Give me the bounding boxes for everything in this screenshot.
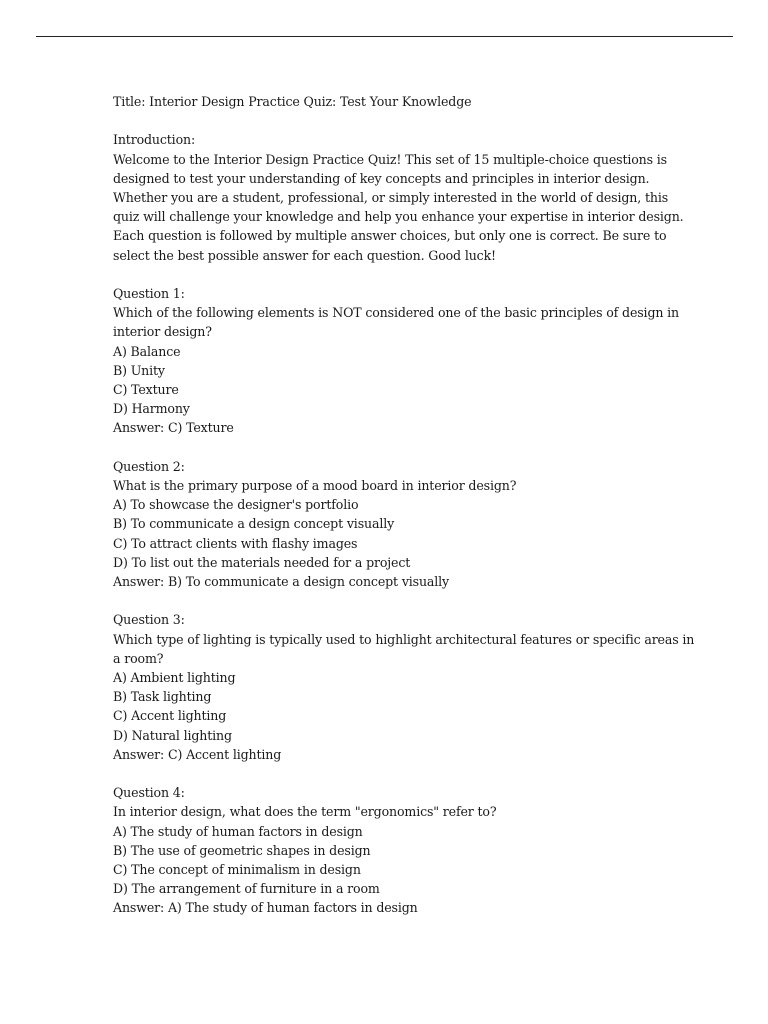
introduction-heading: Introduction: <box>113 132 196 148</box>
answer-option: B) The use of geometric shapes in design <box>113 842 371 858</box>
question-block-3 <box>113 610 695 764</box>
document-title: Title: Interior Design Practice Quiz: Test Your Knowledge <box>113 94 472 109</box>
introduction-line: Each question is followed by multiple answer choices, but only one is correct. Be sure to <box>113 228 667 244</box>
correct-answer: Answer: A) The study of human factors in design <box>113 900 418 916</box>
question-label: Question 2: <box>113 458 185 474</box>
paragraph-gap <box>113 764 673 783</box>
introduction-line: Whether you are a student, professional, or simply interested in the world of design, this <box>113 190 669 205</box>
question-label: Question 4: <box>113 785 185 801</box>
paragraph-gap <box>113 265 673 284</box>
paragraph-gap <box>113 111 673 130</box>
question-label: Question 3: <box>113 612 185 628</box>
introduction-section <box>113 130 684 264</box>
answer-option: D) The arrangement of furniture in a room <box>113 881 380 897</box>
correct-answer: Answer: C) Accent lighting <box>113 746 282 762</box>
question-prompt: interior design? <box>113 324 212 340</box>
answer-option: D) To list out the materials needed for a project <box>113 554 411 570</box>
introduction-line: select the best possible answer for each question. Good luck! <box>113 247 496 263</box>
question-prompt: Which type of lighting is typically used to highlight architectural features or specific areas in <box>113 631 695 647</box>
document-body <box>113 92 695 918</box>
answer-option: B) Task lighting <box>113 689 212 705</box>
answer-option: B) Unity <box>113 362 165 378</box>
answer-option: C) Texture <box>113 382 179 398</box>
answer-option: D) Harmony <box>113 401 190 417</box>
answer-option: D) Natural lighting <box>113 727 232 743</box>
top-divider-line <box>36 36 733 37</box>
question-prompt: a room? <box>113 650 164 666</box>
answer-option: B) To communicate a design concept visually <box>113 516 395 532</box>
question-prompt: Which of the following elements is NOT considered one of the basic principles of design in <box>113 305 680 321</box>
question-block-2 <box>113 457 673 591</box>
correct-answer: Answer: B) To communicate a design concept visually <box>113 574 450 590</box>
answer-option: A) The study of human factors in design <box>113 823 363 839</box>
introduction-line: Welcome to the Interior Design Practice Quiz! This set of 15 multiple-choice questions is <box>113 151 667 167</box>
paragraph-gap <box>113 591 673 610</box>
correct-answer: Answer: C) Texture <box>113 420 234 436</box>
answer-option: C) The concept of minimalism in design <box>113 862 361 878</box>
paragraph-gap <box>113 438 673 457</box>
answer-option: A) Ambient lighting <box>113 670 236 686</box>
question-prompt: In interior design, what does the term "ergonomics" refer to? <box>113 804 497 820</box>
question-block-4 <box>113 783 673 917</box>
answer-option: A) To showcase the designer's portfolio <box>113 497 359 513</box>
answer-option: C) Accent lighting <box>113 708 227 724</box>
answer-option: C) To attract clients with flashy images <box>113 535 358 551</box>
question-label: Question 1: <box>113 286 185 301</box>
question-prompt: What is the primary purpose of a mood board in interior design? <box>113 478 517 494</box>
question-block-1 <box>113 284 680 438</box>
introduction-line: designed to test your understanding of key concepts and principles in interior design. <box>113 170 650 186</box>
answer-option: A) Balance <box>113 343 181 359</box>
introduction-line: quiz will challenge your knowledge and help you enhance your expertise in interior design. <box>113 209 684 225</box>
